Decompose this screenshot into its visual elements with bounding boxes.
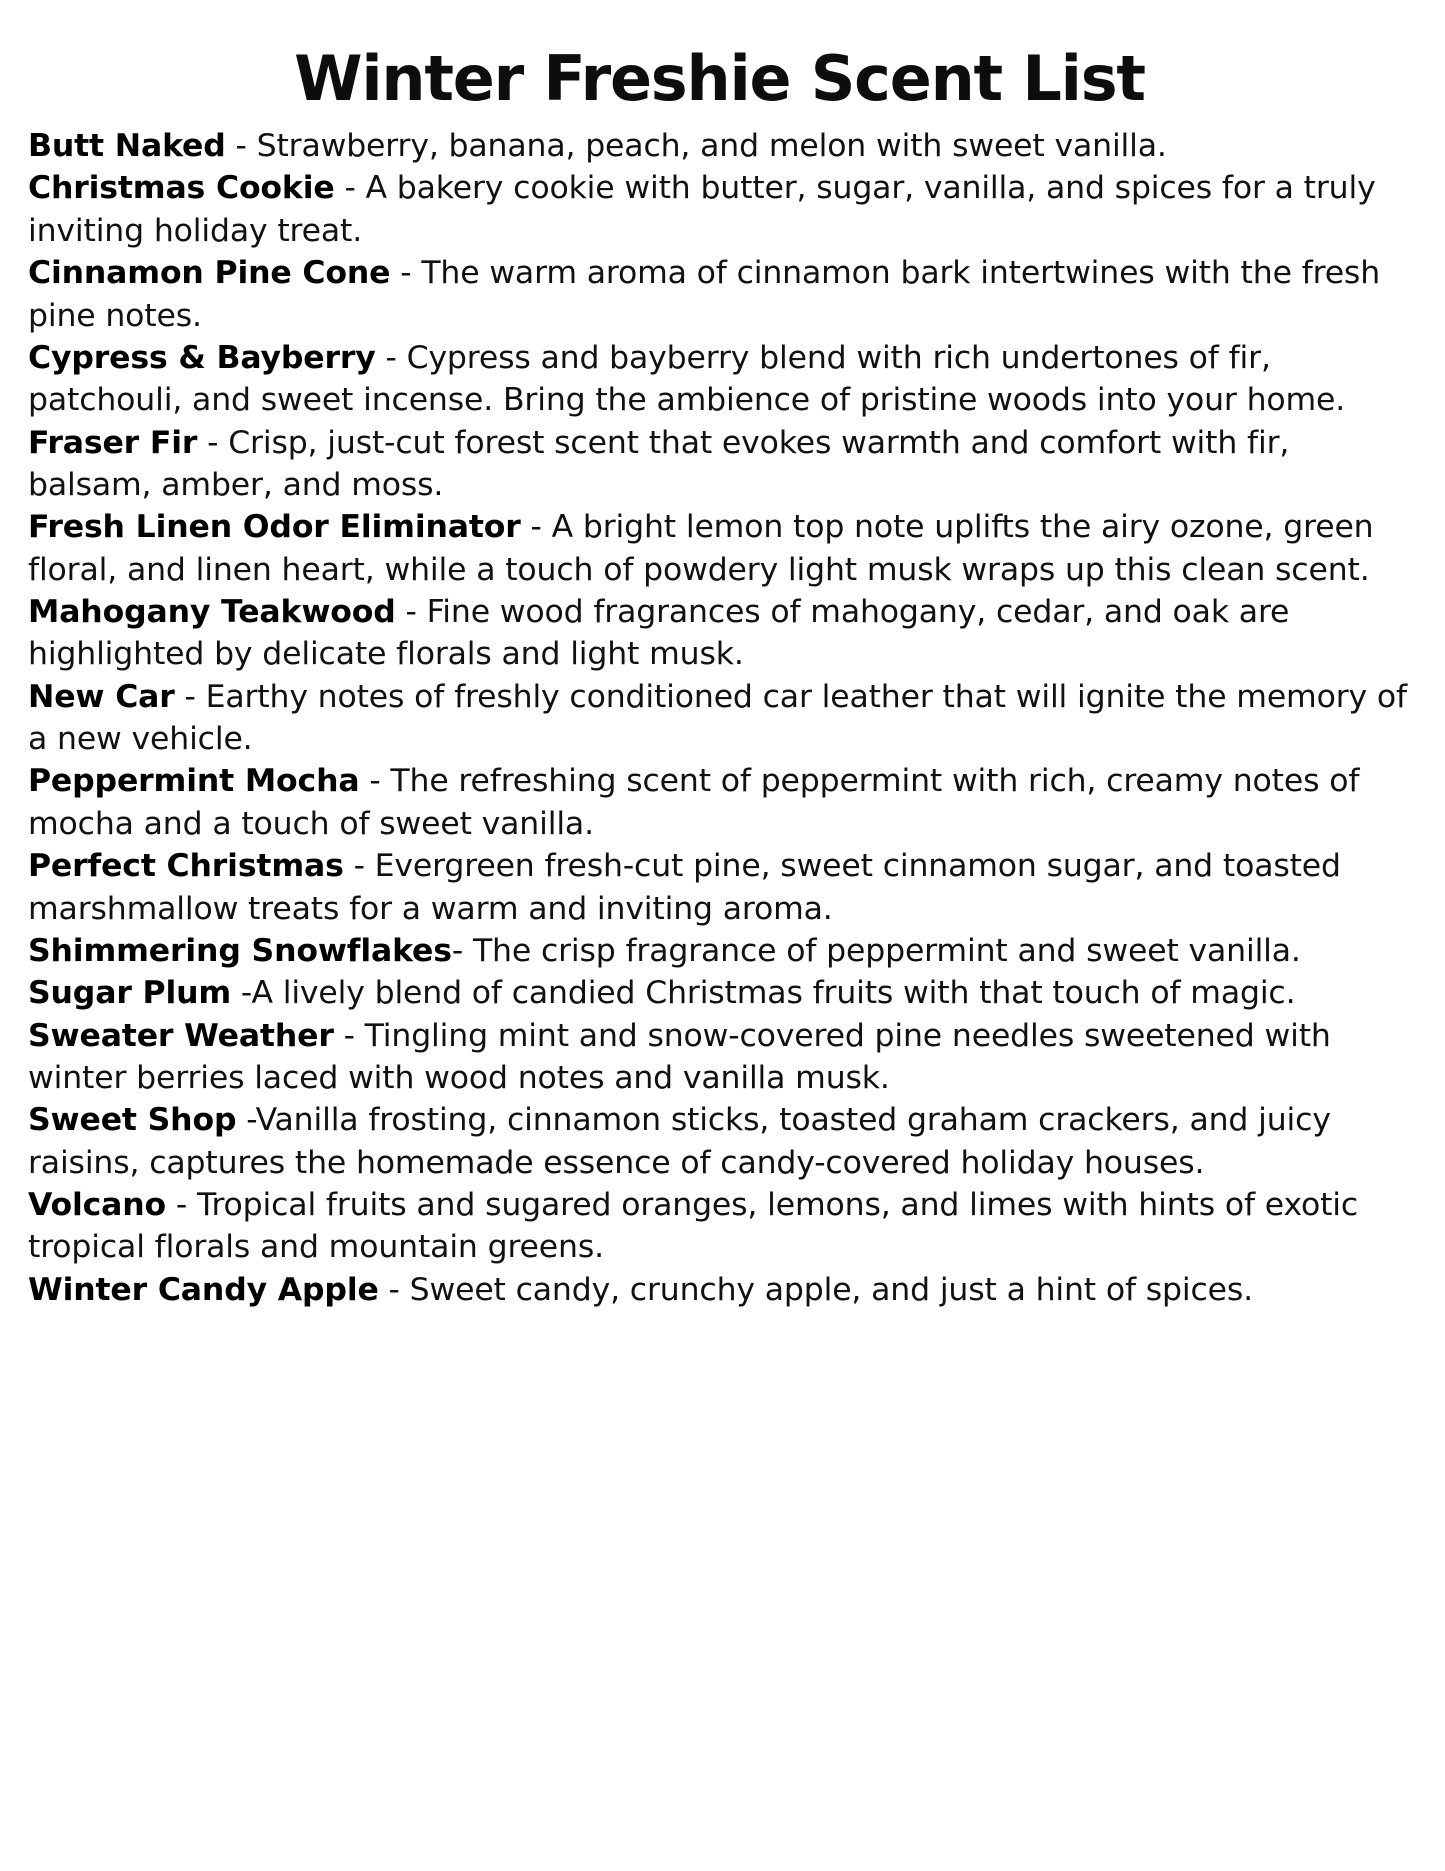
scent-name: Perfect Christmas: [28, 848, 344, 885]
scent-description: -A lively blend of candied Christmas fruits with that touch of magic.: [231, 975, 1296, 1012]
scent-name: Fraser Fir: [28, 424, 198, 461]
list-item: [28, 506, 1411, 591]
scent-description: - Sweet candy, crunchy apple, and just a hint of spices.: [378, 1271, 1254, 1308]
scent-name: Mahogany Teakwood: [28, 594, 396, 631]
scent-name: Butt Naked: [28, 128, 226, 165]
list-item: [28, 125, 1411, 167]
scent-name: Sweater Weather: [28, 1017, 334, 1054]
list-item: [28, 252, 1411, 337]
scent-name: Sugar Plum: [28, 975, 232, 1012]
list-item: [28, 845, 1411, 930]
list-item: [28, 591, 1411, 676]
scent-description: - A bakery cookie with butter, sugar, vanilla, and spices for a truly inviting holiday treat.: [28, 170, 1376, 249]
scent-name: Christmas Cookie: [28, 170, 335, 207]
scent-description: - The warm aroma of cinnamon bark intertwines with the fresh pine notes.: [28, 255, 1381, 334]
list-item: [28, 972, 1411, 1014]
list-item: [28, 676, 1411, 761]
scent-description: - A bright lemon top note uplifts the airy ozone, green floral, and linen heart, while a touch of powdery light musk wraps up this clean scent.: [28, 509, 1374, 588]
scent-description: - Crisp, just-cut forest scent that evokes warmth and comfort with fir, balsam, amber, and moss.: [28, 424, 1290, 503]
scent-description: - Tropical fruits and sugared oranges, lemons, and limes with hints of exotic tropical florals and mountain greens.: [28, 1187, 1359, 1266]
scent-description: - The refreshing scent of peppermint with rich, creamy notes of mocha and a touch of sweet vanilla.: [28, 763, 1360, 842]
scent-description: - Tingling mint and snow-covered pine needles sweetened with winter berries laced with wood notes and vanilla musk.: [28, 1017, 1331, 1096]
scent-description: - Earthy notes of freshly conditioned car leather that will ignite the memory of a new vehicle.: [28, 678, 1407, 758]
scent-name: Peppermint Mocha: [28, 763, 360, 800]
scent-description: -Vanilla frosting, cinnamon sticks, toasted graham crackers, and juicy raisins, captures the homemade essence of candy-covered holiday houses.: [28, 1102, 1331, 1181]
list-item: [28, 930, 1411, 972]
scent-name: Shimmering Snowflakes: [28, 932, 452, 969]
scent-name: Sweet Shop: [28, 1102, 237, 1139]
list-item: [28, 1099, 1411, 1184]
scent-name: Winter Candy Apple: [28, 1271, 379, 1308]
scent-name: Cypress & Bayberry: [28, 339, 376, 376]
scent-name: Fresh Linen Odor Eliminator: [28, 509, 521, 546]
scent-name: Cinnamon Pine Cone: [28, 255, 391, 292]
scent-name: Volcano: [28, 1187, 167, 1224]
scent-name: New Car: [28, 678, 175, 715]
list-item: [28, 1015, 1411, 1100]
scent-description: - The crisp fragrance of peppermint and sweet vanilla.: [451, 932, 1301, 969]
list-item: [28, 422, 1411, 507]
list-item: [28, 337, 1411, 422]
scent-description: - Evergreen fresh-cut pine, sweet cinnamon sugar, and toasted marshmallow treats for a warm and inviting aroma.: [28, 848, 1341, 927]
list-item: [28, 1184, 1411, 1269]
scent-description: - Fine wood fragrances of mahogany, cedar, and oak are highlighted by delicate florals and light musk.: [28, 594, 1290, 673]
list-item: [28, 167, 1411, 252]
scent-description: - Strawberry, banana, peach, and melon with sweet vanilla.: [225, 128, 1167, 165]
scent-description: - Cypress and bayberry blend with rich undertones of fir, patchouli, and sweet incense. Bring the ambience of pristine woods into your home.: [28, 339, 1346, 419]
page-title: Winter Freshie Scent List: [294, 42, 1145, 115]
scent-list: [28, 125, 1411, 1311]
list-item: [28, 1269, 1411, 1311]
list-item: [28, 760, 1411, 845]
